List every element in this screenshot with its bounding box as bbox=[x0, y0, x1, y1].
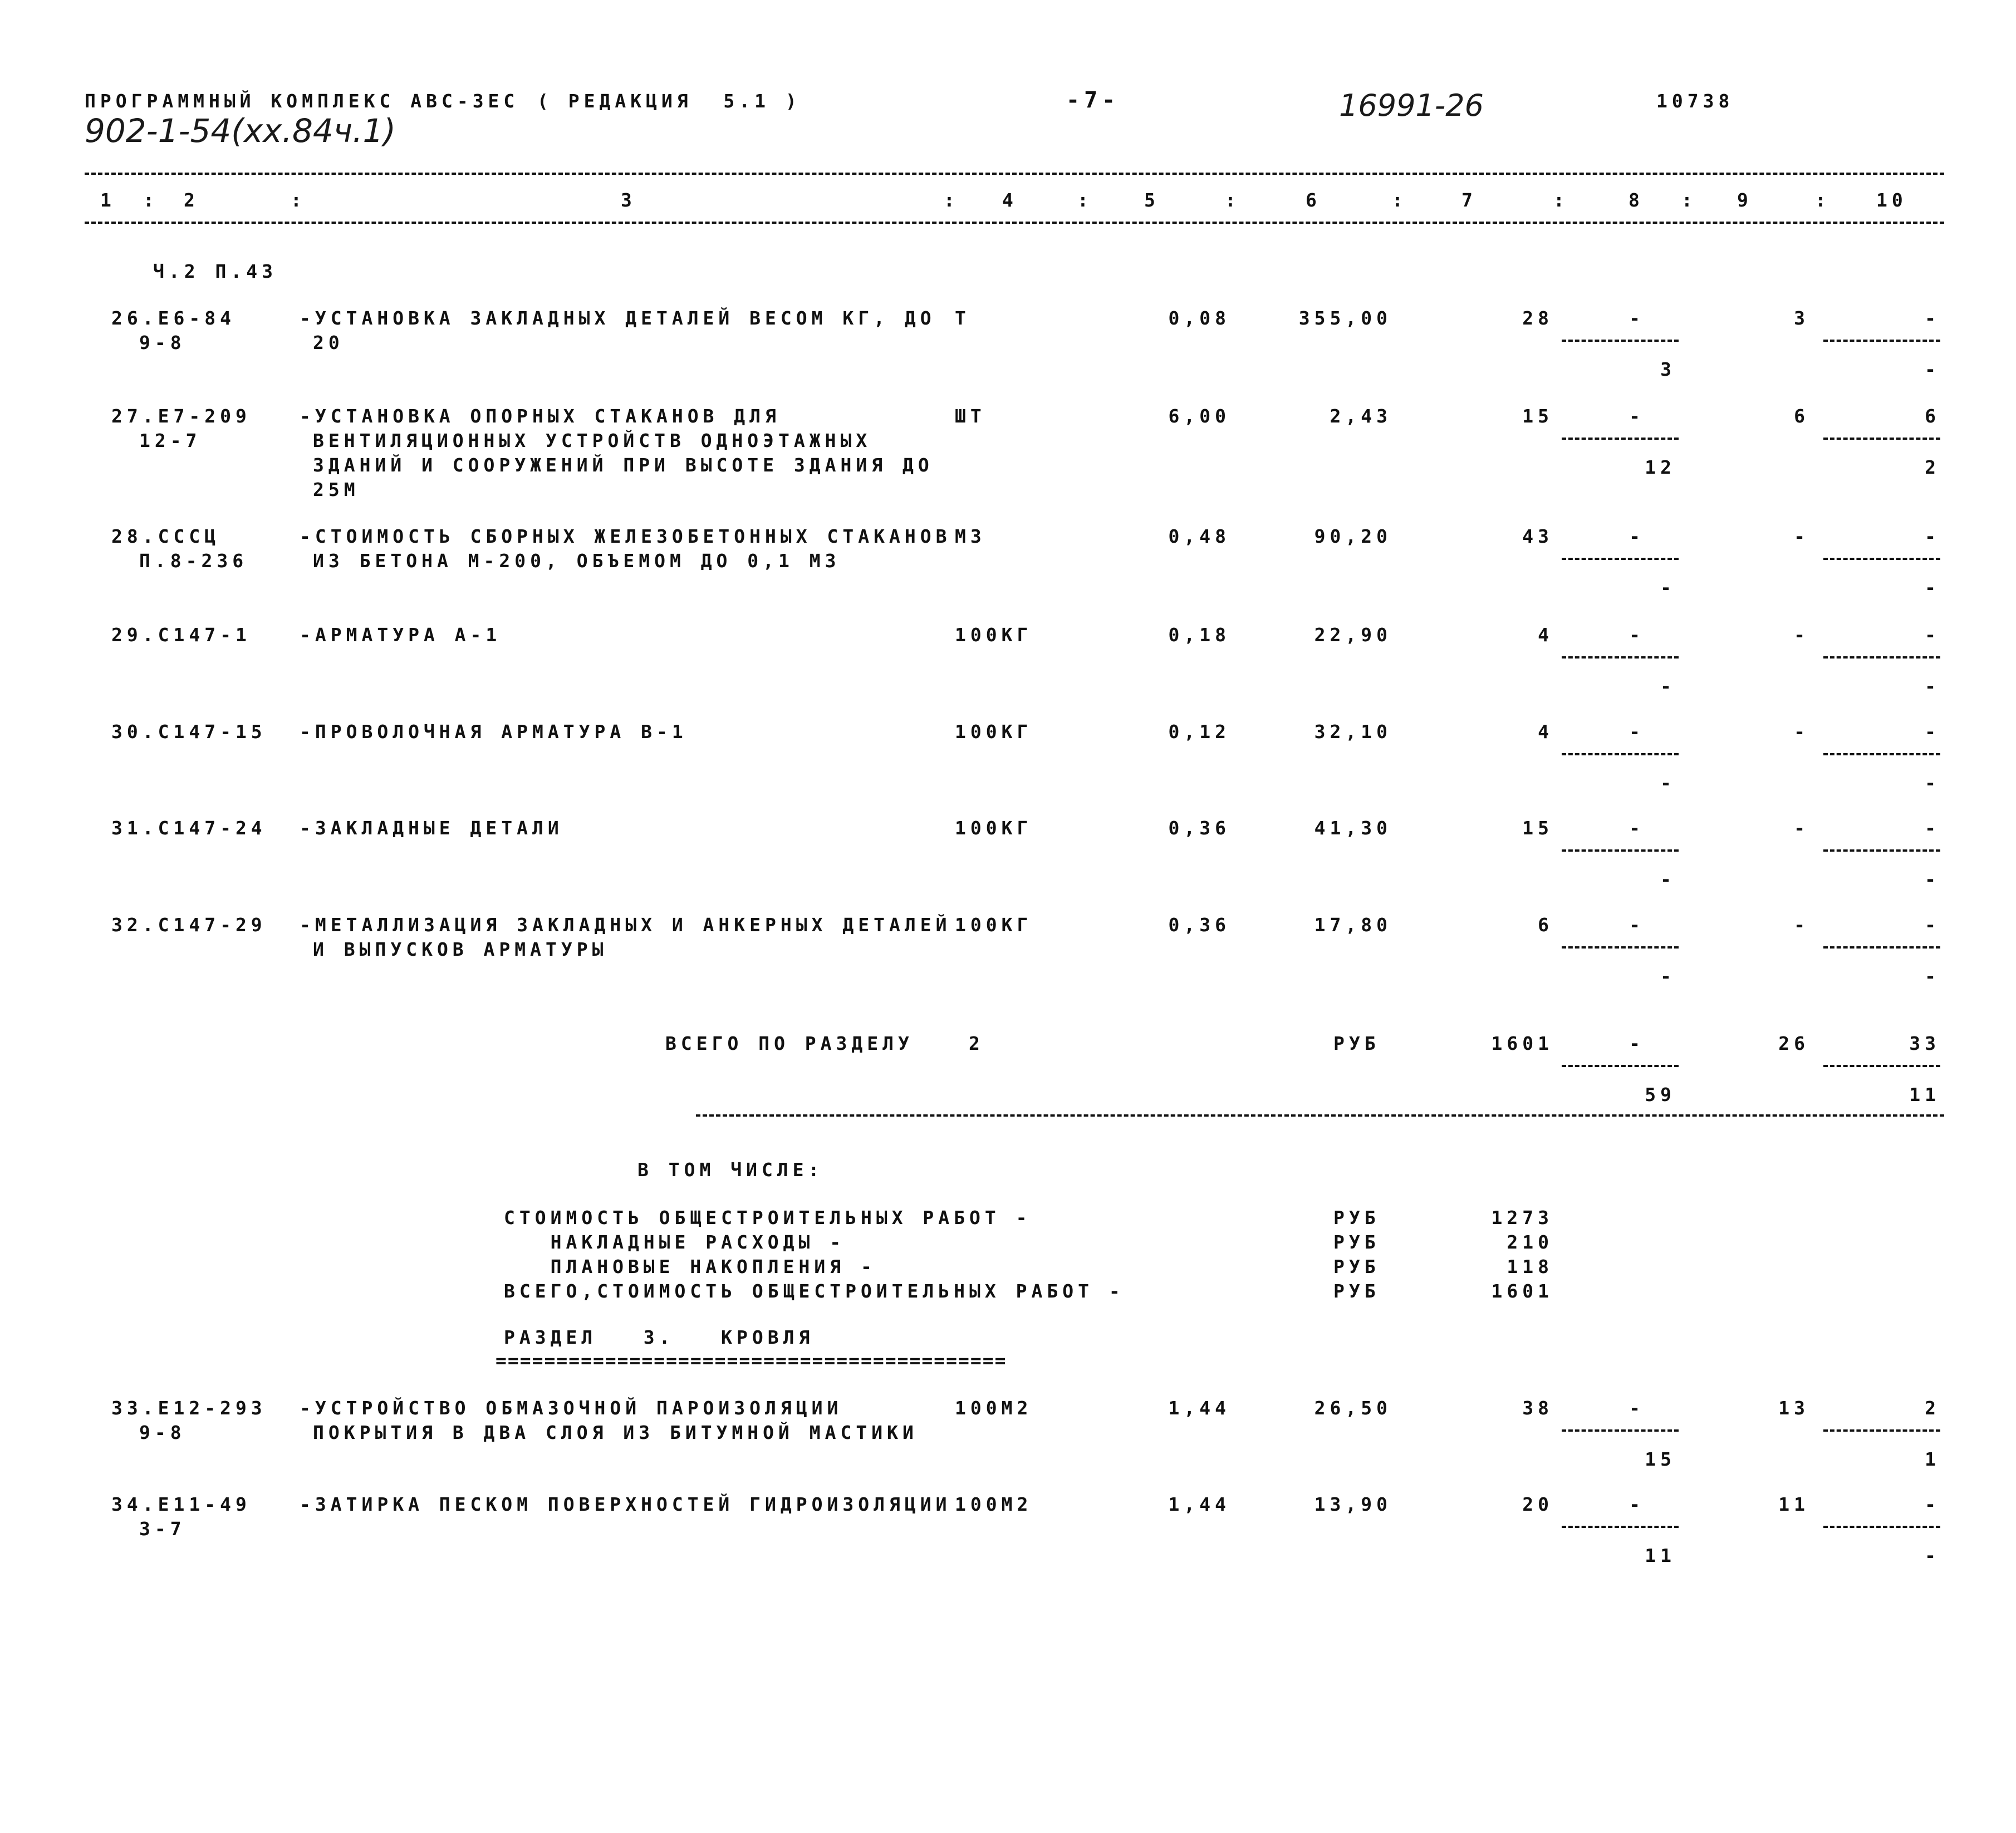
row-quantity: 1,44 bbox=[1168, 1397, 1230, 1419]
row-col10: - bbox=[1925, 721, 1940, 743]
total-label: ВСЕГО ПО РАЗДЕЛУ bbox=[665, 1033, 914, 1054]
row-col8-below: - bbox=[1660, 577, 1676, 598]
row-col8-divider bbox=[1562, 340, 1679, 342]
column-header-18: 10 bbox=[1876, 189, 1907, 211]
row-col8-below: - bbox=[1660, 868, 1676, 890]
row-subcode: 12-7 bbox=[139, 430, 202, 451]
row-col10-below: - bbox=[1925, 965, 1940, 987]
row-col8-divider bbox=[1562, 438, 1679, 440]
row-col8-below: 12 bbox=[1645, 456, 1676, 478]
row-description: ВЕНТИЛЯЦИОННЫХ УСТРОЙСТВ ОДНОЭТАЖНЫХ bbox=[313, 430, 872, 451]
breakdown-unit: РУБ bbox=[1333, 1231, 1380, 1253]
column-header-1: : bbox=[143, 189, 159, 211]
row-quantity: 0,48 bbox=[1168, 525, 1230, 547]
row-col8: - bbox=[1629, 624, 1645, 646]
row-col8: - bbox=[1629, 405, 1645, 427]
row-unit: 100М2 bbox=[955, 1397, 1033, 1419]
column-header-16: 9 bbox=[1737, 189, 1753, 211]
row-quantity: 1,44 bbox=[1168, 1493, 1230, 1515]
row-col8-divider bbox=[1562, 946, 1679, 949]
row-col8-below: - bbox=[1660, 772, 1676, 794]
row-col10: - bbox=[1925, 914, 1940, 936]
row-unit: 100М2 bbox=[955, 1493, 1033, 1515]
next-section-title: РАЗДЕЛ 3. КРОВЛЯ bbox=[504, 1326, 815, 1348]
row-col8-below: 11 bbox=[1645, 1545, 1676, 1566]
column-header-8: 5 bbox=[1144, 189, 1160, 211]
row-col9: 6 bbox=[1794, 405, 1809, 427]
row-col10-divider bbox=[1823, 1526, 1940, 1528]
row-id: 27.Е7-209 bbox=[111, 405, 251, 427]
row-col8-divider bbox=[1562, 753, 1679, 755]
row-total: 6 bbox=[1538, 914, 1553, 936]
row-quantity: 0,36 bbox=[1168, 914, 1230, 936]
header-top-rule bbox=[85, 173, 1944, 175]
row-col10-divider bbox=[1823, 340, 1940, 342]
row-id: 34.Е11-49 bbox=[111, 1493, 251, 1515]
row-col10: - bbox=[1925, 624, 1940, 646]
column-header-0: 1 bbox=[100, 189, 116, 211]
row-col8-divider bbox=[1562, 849, 1679, 852]
row-total: 4 bbox=[1538, 624, 1553, 646]
row-quantity: 0,18 bbox=[1168, 624, 1230, 646]
row-description: -УСТАНОВКА ОПОРНЫХ СТАКАНОВ ДЛЯ bbox=[300, 405, 781, 427]
row-id: 31.С147-24 bbox=[111, 817, 267, 839]
row-quantity: 0,36 bbox=[1168, 817, 1230, 839]
row-description: -МЕТАЛЛИЗАЦИЯ ЗАКЛАДНЫХ И АНКЕРНЫХ ДЕТАЛЕЙ bbox=[300, 914, 951, 936]
total-col10-below: 11 bbox=[1909, 1084, 1940, 1105]
row-col9: - bbox=[1794, 525, 1809, 547]
row-col10-divider bbox=[1823, 946, 1940, 949]
column-header-7: : bbox=[1077, 189, 1093, 211]
row-subcode: П.8-236 bbox=[139, 550, 248, 572]
row-id: 29.С147-1 bbox=[111, 624, 251, 646]
row-col10-below: - bbox=[1925, 358, 1940, 380]
row-total: 4 bbox=[1538, 721, 1553, 743]
row-col8: - bbox=[1629, 1397, 1645, 1419]
row-total: 20 bbox=[1522, 1493, 1553, 1515]
breakdown-value: 1273 bbox=[1491, 1207, 1553, 1228]
row-unit-price: 2,43 bbox=[1330, 405, 1392, 427]
total-col8-below: 59 bbox=[1645, 1084, 1676, 1105]
breakdown-value: 118 bbox=[1507, 1256, 1553, 1277]
row-col10-divider bbox=[1823, 849, 1940, 852]
row-col9: 3 bbox=[1794, 307, 1809, 329]
column-header-4: 3 bbox=[621, 189, 636, 211]
row-subcode: 9-8 bbox=[139, 1422, 186, 1443]
row-col10-divider bbox=[1823, 1429, 1940, 1432]
edition-label: ( РЕДАКЦИЯ 5.1 ) bbox=[537, 90, 801, 112]
row-col10-below: - bbox=[1925, 868, 1940, 890]
row-unit-price: 22,90 bbox=[1314, 624, 1392, 646]
total-col10: 33 bbox=[1909, 1033, 1940, 1054]
breakdown-unit: РУБ bbox=[1333, 1280, 1380, 1302]
total-col10-divider bbox=[1823, 1065, 1940, 1067]
breakdown-label: НАКЛАДНЫЕ РАСХОДЫ - bbox=[504, 1231, 846, 1253]
breakdown-unit: РУБ bbox=[1333, 1207, 1380, 1228]
row-col8-below: - bbox=[1660, 675, 1676, 697]
section-underline: ========================================== bbox=[496, 1350, 1007, 1372]
row-col8-divider bbox=[1562, 656, 1679, 658]
row-col10: 6 bbox=[1925, 405, 1940, 427]
document-number: 16991-26 bbox=[1339, 88, 1484, 123]
total-col9: 26 bbox=[1778, 1033, 1809, 1054]
column-header-15: : bbox=[1681, 189, 1697, 211]
row-unit: 100КГ bbox=[955, 914, 1033, 936]
header-bottom-rule bbox=[85, 222, 1944, 224]
row-description: 25М bbox=[313, 479, 360, 500]
column-header-13: : bbox=[1553, 189, 1569, 211]
row-col8: - bbox=[1629, 817, 1645, 839]
row-id: 30.С147-15 bbox=[111, 721, 267, 743]
total-rule bbox=[696, 1114, 1944, 1117]
row-col10-divider bbox=[1823, 558, 1940, 560]
row-description: -ЗАКЛАДНЫЕ ДЕТАЛИ bbox=[300, 817, 563, 839]
row-col9: 11 bbox=[1778, 1493, 1809, 1515]
row-col8: - bbox=[1629, 525, 1645, 547]
row-col10: - bbox=[1925, 525, 1940, 547]
row-description: ИЗ БЕТОНА М-200, ОБЪЕМОМ ДО 0,1 М3 bbox=[313, 550, 841, 572]
row-col10-below: - bbox=[1925, 675, 1940, 697]
row-col10: - bbox=[1925, 1493, 1940, 1515]
breakdown-label: ВСЕГО,СТОИМОСТЬ ОБЩЕСТРОИТЕЛЬНЫХ РАБОТ - bbox=[504, 1280, 1125, 1302]
breakdown-value: 210 bbox=[1507, 1231, 1553, 1253]
column-header-12: 7 bbox=[1461, 189, 1477, 211]
row-subcode: 3-7 bbox=[139, 1518, 186, 1540]
row-description: -ЗАТИРКА ПЕСКОМ ПОВЕРХНОСТЕЙ ГИДРОИЗОЛЯЦИИ bbox=[300, 1493, 951, 1515]
breakdown-value: 1601 bbox=[1491, 1280, 1553, 1302]
row-col8: - bbox=[1629, 914, 1645, 936]
column-header-9: : bbox=[1225, 189, 1240, 211]
row-total: 28 bbox=[1522, 307, 1553, 329]
row-col10: 2 bbox=[1925, 1397, 1940, 1419]
column-header-10: 6 bbox=[1306, 189, 1321, 211]
row-description: -УСТАНОВКА ЗАКЛАДНЫХ ДЕТАЛЕЙ ВЕСОМ КГ, ДО bbox=[300, 307, 936, 329]
column-header-5: : bbox=[944, 189, 959, 211]
row-col10-below: - bbox=[1925, 772, 1940, 794]
total-col8: - bbox=[1629, 1033, 1645, 1054]
row-col9: - bbox=[1794, 624, 1809, 646]
section-reference: Ч.2 П.43 bbox=[153, 261, 277, 282]
row-description: И ВЫПУСКОВ АРМАТУРЫ bbox=[313, 938, 608, 960]
row-unit-price: 90,20 bbox=[1314, 525, 1392, 547]
row-description: -УСТРОЙСТВО ОБМАЗОЧНОЙ ПАРОИЗОЛЯЦИИ bbox=[300, 1397, 843, 1419]
row-col8: - bbox=[1629, 1493, 1645, 1515]
row-unit-price: 355,00 bbox=[1298, 307, 1392, 329]
row-col9: 13 bbox=[1778, 1397, 1809, 1419]
breakdown-unit: РУБ bbox=[1333, 1256, 1380, 1277]
column-header-17: : bbox=[1815, 189, 1831, 211]
row-unit: 100КГ bbox=[955, 817, 1033, 839]
row-col10: - bbox=[1925, 817, 1940, 839]
row-unit-price: 13,90 bbox=[1314, 1493, 1392, 1515]
row-col9: - bbox=[1794, 721, 1809, 743]
row-col8-below: 15 bbox=[1645, 1448, 1676, 1470]
row-description: 20 bbox=[313, 332, 344, 353]
total-value: 1601 bbox=[1491, 1033, 1553, 1054]
row-id: 32.С147-29 bbox=[111, 914, 267, 936]
row-col10-divider bbox=[1823, 438, 1940, 440]
row-unit-price: 32,10 bbox=[1314, 721, 1392, 743]
row-subcode: 9-8 bbox=[139, 332, 186, 353]
row-total: 15 bbox=[1522, 817, 1553, 839]
row-quantity: 0,12 bbox=[1168, 721, 1230, 743]
row-description: ПОКРЫТИЯ В ДВА СЛОЯ ИЗ БИТУМНОЙ МАСТИКИ bbox=[313, 1422, 918, 1443]
column-header-11: : bbox=[1392, 189, 1407, 211]
row-id: 26.Е6-84 bbox=[111, 307, 236, 329]
row-col10: - bbox=[1925, 307, 1940, 329]
row-col8: - bbox=[1629, 307, 1645, 329]
breakdown-title: В ТОМ ЧИСЛЕ: bbox=[637, 1159, 824, 1181]
row-col8: - bbox=[1629, 721, 1645, 743]
row-description: -СТОИМОСТЬ СБОРНЫХ ЖЕЛЕЗОБЕТОННЫХ СТАКАНОВ bbox=[300, 525, 951, 547]
project-handwritten: 902-1-54(хх.84ч.1) bbox=[85, 112, 396, 150]
row-col9: - bbox=[1794, 817, 1809, 839]
row-quantity: 6,00 bbox=[1168, 405, 1230, 427]
column-header-6: 4 bbox=[1002, 189, 1018, 211]
row-col8-divider bbox=[1562, 1429, 1679, 1432]
row-unit: М3 bbox=[955, 525, 986, 547]
row-col10-divider bbox=[1823, 656, 1940, 658]
total-section: 2 bbox=[969, 1033, 984, 1054]
row-description: -ПРОВОЛОЧНАЯ АРМАТУРА В-1 bbox=[300, 721, 688, 743]
row-unit: 100КГ bbox=[955, 624, 1033, 646]
column-header-3: : bbox=[291, 189, 306, 211]
total-col8-divider bbox=[1562, 1065, 1679, 1067]
row-col10-below: 2 bbox=[1925, 456, 1940, 478]
row-col8-below: - bbox=[1660, 965, 1676, 987]
column-header-2: 2 bbox=[184, 189, 199, 211]
document-code: 10738 bbox=[1656, 90, 1734, 112]
row-description: -АРМАТУРА А-1 bbox=[300, 624, 502, 646]
breakdown-label: ПЛАНОВЫЕ НАКОПЛЕНИЯ - bbox=[504, 1256, 876, 1277]
row-col8-below: 3 bbox=[1660, 358, 1676, 380]
program-name: ПРОГРАММНЫЙ КОМПЛЕКС АВС-3ЕС bbox=[85, 90, 519, 112]
row-total: 43 bbox=[1522, 525, 1553, 547]
row-id: 28.СССЦ bbox=[111, 525, 220, 547]
breakdown-label: СТОИМОСТЬ ОБЩЕСТРОИТЕЛЬНЫХ РАБОТ - bbox=[504, 1207, 1032, 1228]
row-col10-below: 1 bbox=[1925, 1448, 1940, 1470]
row-quantity: 0,08 bbox=[1168, 307, 1230, 329]
row-unit: Т bbox=[955, 307, 970, 329]
total-unit: РУБ bbox=[1333, 1033, 1380, 1054]
column-header-14: 8 bbox=[1629, 189, 1644, 211]
row-unit: ШТ bbox=[955, 405, 986, 427]
row-unit: 100КГ bbox=[955, 721, 1033, 743]
row-unit-price: 26,50 bbox=[1314, 1397, 1392, 1419]
row-unit-price: 41,30 bbox=[1314, 817, 1392, 839]
row-col8-divider bbox=[1562, 558, 1679, 560]
row-col9: - bbox=[1794, 914, 1809, 936]
row-col10-below: - bbox=[1925, 1545, 1940, 1566]
row-unit-price: 17,80 bbox=[1314, 914, 1392, 936]
row-col10-below: - bbox=[1925, 577, 1940, 598]
row-total: 38 bbox=[1522, 1397, 1553, 1419]
row-col10-divider bbox=[1823, 753, 1940, 755]
page-number: -7- bbox=[1066, 87, 1120, 113]
row-description: ЗДАНИЙ И СООРУЖЕНИЙ ПРИ ВЫСОТЕ ЗДАНИЯ ДО bbox=[313, 454, 934, 476]
row-col8-divider bbox=[1562, 1526, 1679, 1528]
row-id: 33.Е12-293 bbox=[111, 1397, 267, 1419]
row-total: 15 bbox=[1522, 405, 1553, 427]
